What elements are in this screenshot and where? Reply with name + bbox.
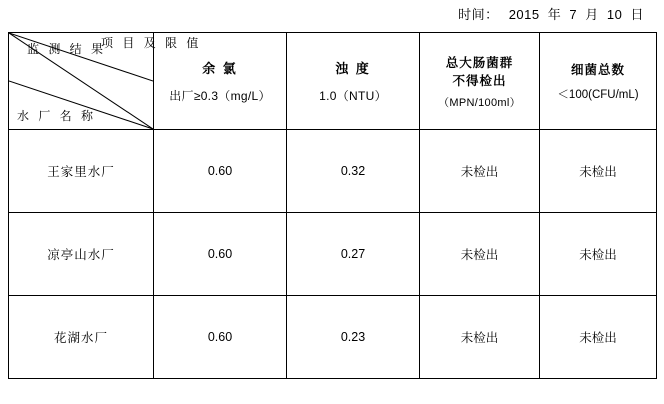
column-header-limit: 1.0（NTU）	[319, 89, 387, 103]
column-header-turbidity	[287, 33, 420, 130]
row-turbidity: 0.27	[287, 213, 420, 296]
row-residual-chlorine: 0.60	[154, 130, 287, 213]
report-date	[458, 4, 646, 23]
column-header-bacteria	[540, 33, 657, 130]
row-bacteria: 未检出	[540, 213, 657, 296]
row-coliform: 未检出	[420, 130, 540, 213]
column-header-limit: 出厂≥0.3（mg/L）	[169, 89, 271, 103]
table-header-row	[9, 33, 657, 130]
table-row	[9, 130, 657, 213]
column-header-coliform	[420, 33, 540, 130]
column-header-limit: 不得检出	[452, 73, 507, 88]
table-row	[9, 213, 657, 296]
date-year: 2015	[508, 7, 540, 22]
column-header-title: 总大肠菌群	[445, 55, 514, 70]
row-coliform: 未检出	[420, 213, 540, 296]
row-bacteria: 未检出	[540, 130, 657, 213]
row-plant-name: 花湖水厂	[9, 296, 154, 379]
column-header-title: 余 氯	[202, 61, 238, 76]
corner-header-cell	[9, 33, 202, 130]
column-header-unit: （MPN/100ml）	[438, 96, 521, 109]
row-turbidity: 0.32	[287, 130, 420, 213]
column-header-title: 细菌总数	[570, 63, 625, 77]
row-residual-chlorine: 0.60	[154, 213, 287, 296]
row-bacteria: 未检出	[540, 296, 657, 379]
table-row	[9, 296, 657, 379]
column-header-limit: ＜100(CFU/mL)	[557, 89, 639, 101]
date-day: 10	[606, 7, 623, 22]
row-coliform: 未检出	[420, 296, 540, 379]
corner-label-measure-result: 监 测 结 果	[27, 42, 107, 56]
row-residual-chlorine: 0.60	[154, 296, 287, 379]
date-year-unit: 年	[547, 7, 562, 22]
row-plant-name: 王家里水厂	[9, 130, 154, 213]
date-month-unit: 月	[585, 7, 599, 22]
column-header-title: 浊 度	[335, 61, 371, 76]
date-label: 时间：	[458, 7, 499, 22]
row-turbidity: 0.23	[287, 296, 420, 379]
corner-label-plant-name: 水 厂 名 称	[17, 109, 97, 124]
water-quality-table	[8, 32, 657, 379]
row-plant-name: 凉亭山水厂	[9, 213, 154, 296]
date-day-unit: 日	[630, 7, 644, 22]
date-month: 7	[569, 7, 578, 22]
corner-label-item-limit: 项 目 及 限 值	[101, 36, 202, 50]
